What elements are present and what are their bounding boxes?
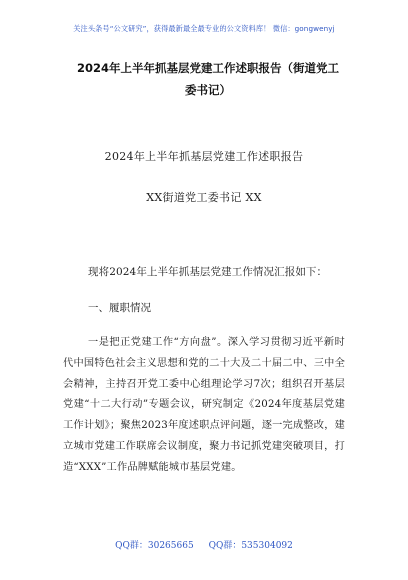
report-subtitle: 2024年上半年抓基层党建工作述职报告: [104, 150, 304, 163]
intro-text: 现将2024年上半年抓基层党建工作情况汇报如下：: [88, 266, 328, 278]
body-paragraph: 一是把正党建工作“方向盘”。深入学习贯彻习近平新时代中国特色社会主义思想和党的二十大及二十届二中、三中全会精神，主持召开党工委中心组理论学习7次；组织召开基层党建“十二大行动”专题会议，研究制定《2024年度基层党建工作计划》；聚焦2023年度述职点评问题，逐一完成整改，建立城市党建工作联席会议制度，聚力书记抓党建突破项目，打造“XXX”工作品牌赋能城市基层党建。: [63, 337, 345, 473]
footer-qq-group-2: QQ群：535304092: [208, 541, 293, 551]
report-author: XX街道党工委书记 XX: [146, 191, 262, 204]
document-title: 2024年上半年抓基层党建工作述职报告（街道党工委书记）: [76, 61, 339, 97]
footer-contact: [0, 538, 408, 551]
footer-qq-group-1: QQ群：30265665: [115, 541, 194, 551]
promo-banner: 关注头条号“公文研究”，获得最新最全最专业的公文资料库！ 微信：gongwenyj: [73, 24, 335, 33]
section-heading-performance: 一、履职情况: [88, 302, 151, 314]
